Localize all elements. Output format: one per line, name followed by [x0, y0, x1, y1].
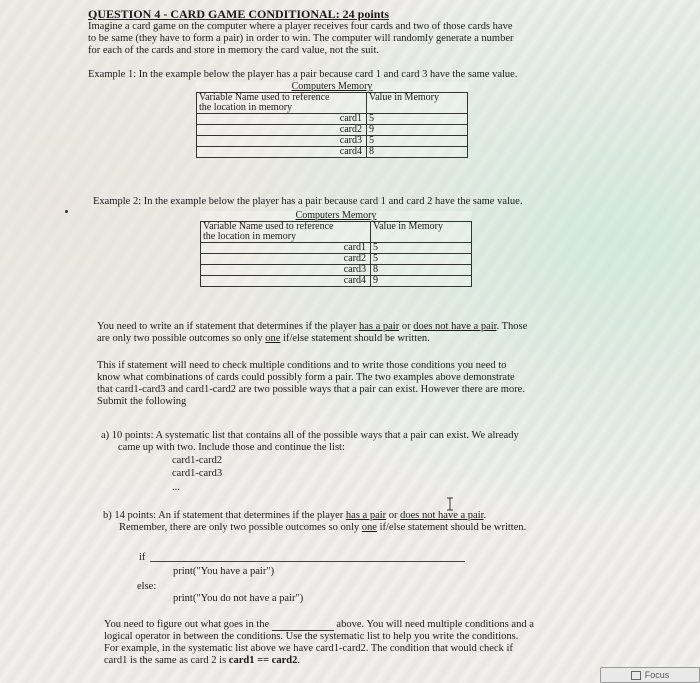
part-b-line-2: Remember, there are only two possible outcomes so only one if/else statement should be written.: [119, 522, 527, 533]
table-row: card4 9: [201, 276, 472, 287]
question-title: QUESTION 4 - CARD GAME CONDITIONAL: 24 points: [88, 7, 390, 21]
example2-heading: Example 2: In the example below the player has a pair because card 1 and card 2 have the same value.: [93, 196, 523, 207]
part-a-item: card1-card3: [172, 468, 223, 479]
para3-line-4: card1 is the same as card 2 is card1 == card2.: [104, 655, 300, 666]
example1-memory-table: [196, 82, 468, 158]
focus-button[interactable]: [600, 667, 700, 683]
else-keyword: else:: [137, 581, 157, 592]
part-a-item: ...: [172, 482, 180, 493]
para3-line-1: You need to figure out what goes in the above. You will need multiple conditions and a: [104, 619, 534, 630]
part-a-line-2: came up with two. Include those and continue the list:: [118, 442, 345, 453]
para3-line-2: logical operator in between the conditions. Use the systematic list to help you write the conditions.: [104, 631, 519, 642]
table-header-variable: Variable Name used to reference the location in memory: [201, 222, 371, 243]
example2-memory-table: [200, 211, 472, 287]
table-row: card3 5: [197, 136, 468, 147]
intro-line-2: to be same (they have to form a pair) in order to win. The computer will randomly generate a number: [88, 33, 514, 44]
print-no-pair: print("You do not have a pair"): [173, 593, 304, 604]
part-b-line-1: b) 14 points: An if statement that determines if the player has a pair or does not have a pair.: [103, 510, 487, 521]
example1-heading: Example 1: In the example below the player has a pair because card 1 and card 3 have the same value.: [88, 69, 518, 80]
para1-line-2: are only two possible outcomes so only one if/else statement should be written.: [97, 333, 430, 344]
para2-line-4: Submit the following: [97, 396, 187, 407]
para2-line-2: know what combinations of cards could possibly form a pair. The two examples above demonstrate: [97, 372, 515, 383]
table-row: card3 8: [201, 265, 472, 276]
table-header-value: Value in Memory: [371, 222, 472, 243]
para2-line-3: that card1-card3 and card1-card2 are two possible ways that a pair can exist. However there are more.: [97, 384, 525, 395]
part-a-line-1: a) 10 points: A systematic list that contains all of the possible ways that a pair can exist. We already: [101, 430, 519, 441]
table-caption: Computers Memory: [291, 81, 373, 92]
table-caption: Computers Memory: [295, 210, 377, 221]
intro-line-1: Imagine a card game on the computer where a player receives four cards and two of those cards have: [88, 21, 513, 32]
text-cursor-icon: [444, 497, 456, 511]
table-header-value: Value in Memory: [367, 93, 468, 114]
table-row: card2 9: [197, 125, 468, 136]
focus-button-label: Focus: [644, 670, 670, 680]
table-row: card2 5: [201, 254, 472, 265]
condition-blank: [150, 560, 465, 562]
table-header-variable: Variable Name used to reference the location in memory: [197, 93, 367, 114]
para3-line-3: For example, in the systematic list above we have card1-card2. The condition that would check if: [104, 643, 513, 654]
if-keyword: if: [139, 552, 146, 563]
bullet-mark: [65, 210, 68, 213]
table-row: card1 5: [197, 114, 468, 125]
print-have-pair: print("You have a pair"): [173, 566, 275, 577]
para1-line-1: You need to write an if statement that determines if the player has a pair or does not have a pair. Those: [97, 321, 528, 332]
para2-line-1: This if statement will need to check multiple conditions and to write those conditions you need to: [97, 360, 507, 371]
intro-line-3: for each of the cards and store in memory the card value, not the suit.: [88, 45, 379, 56]
table-row: card1 5: [201, 243, 472, 254]
part-a-item: card1-card2: [172, 455, 223, 466]
focus-icon: [631, 671, 641, 680]
table-row: card4 8: [197, 147, 468, 158]
